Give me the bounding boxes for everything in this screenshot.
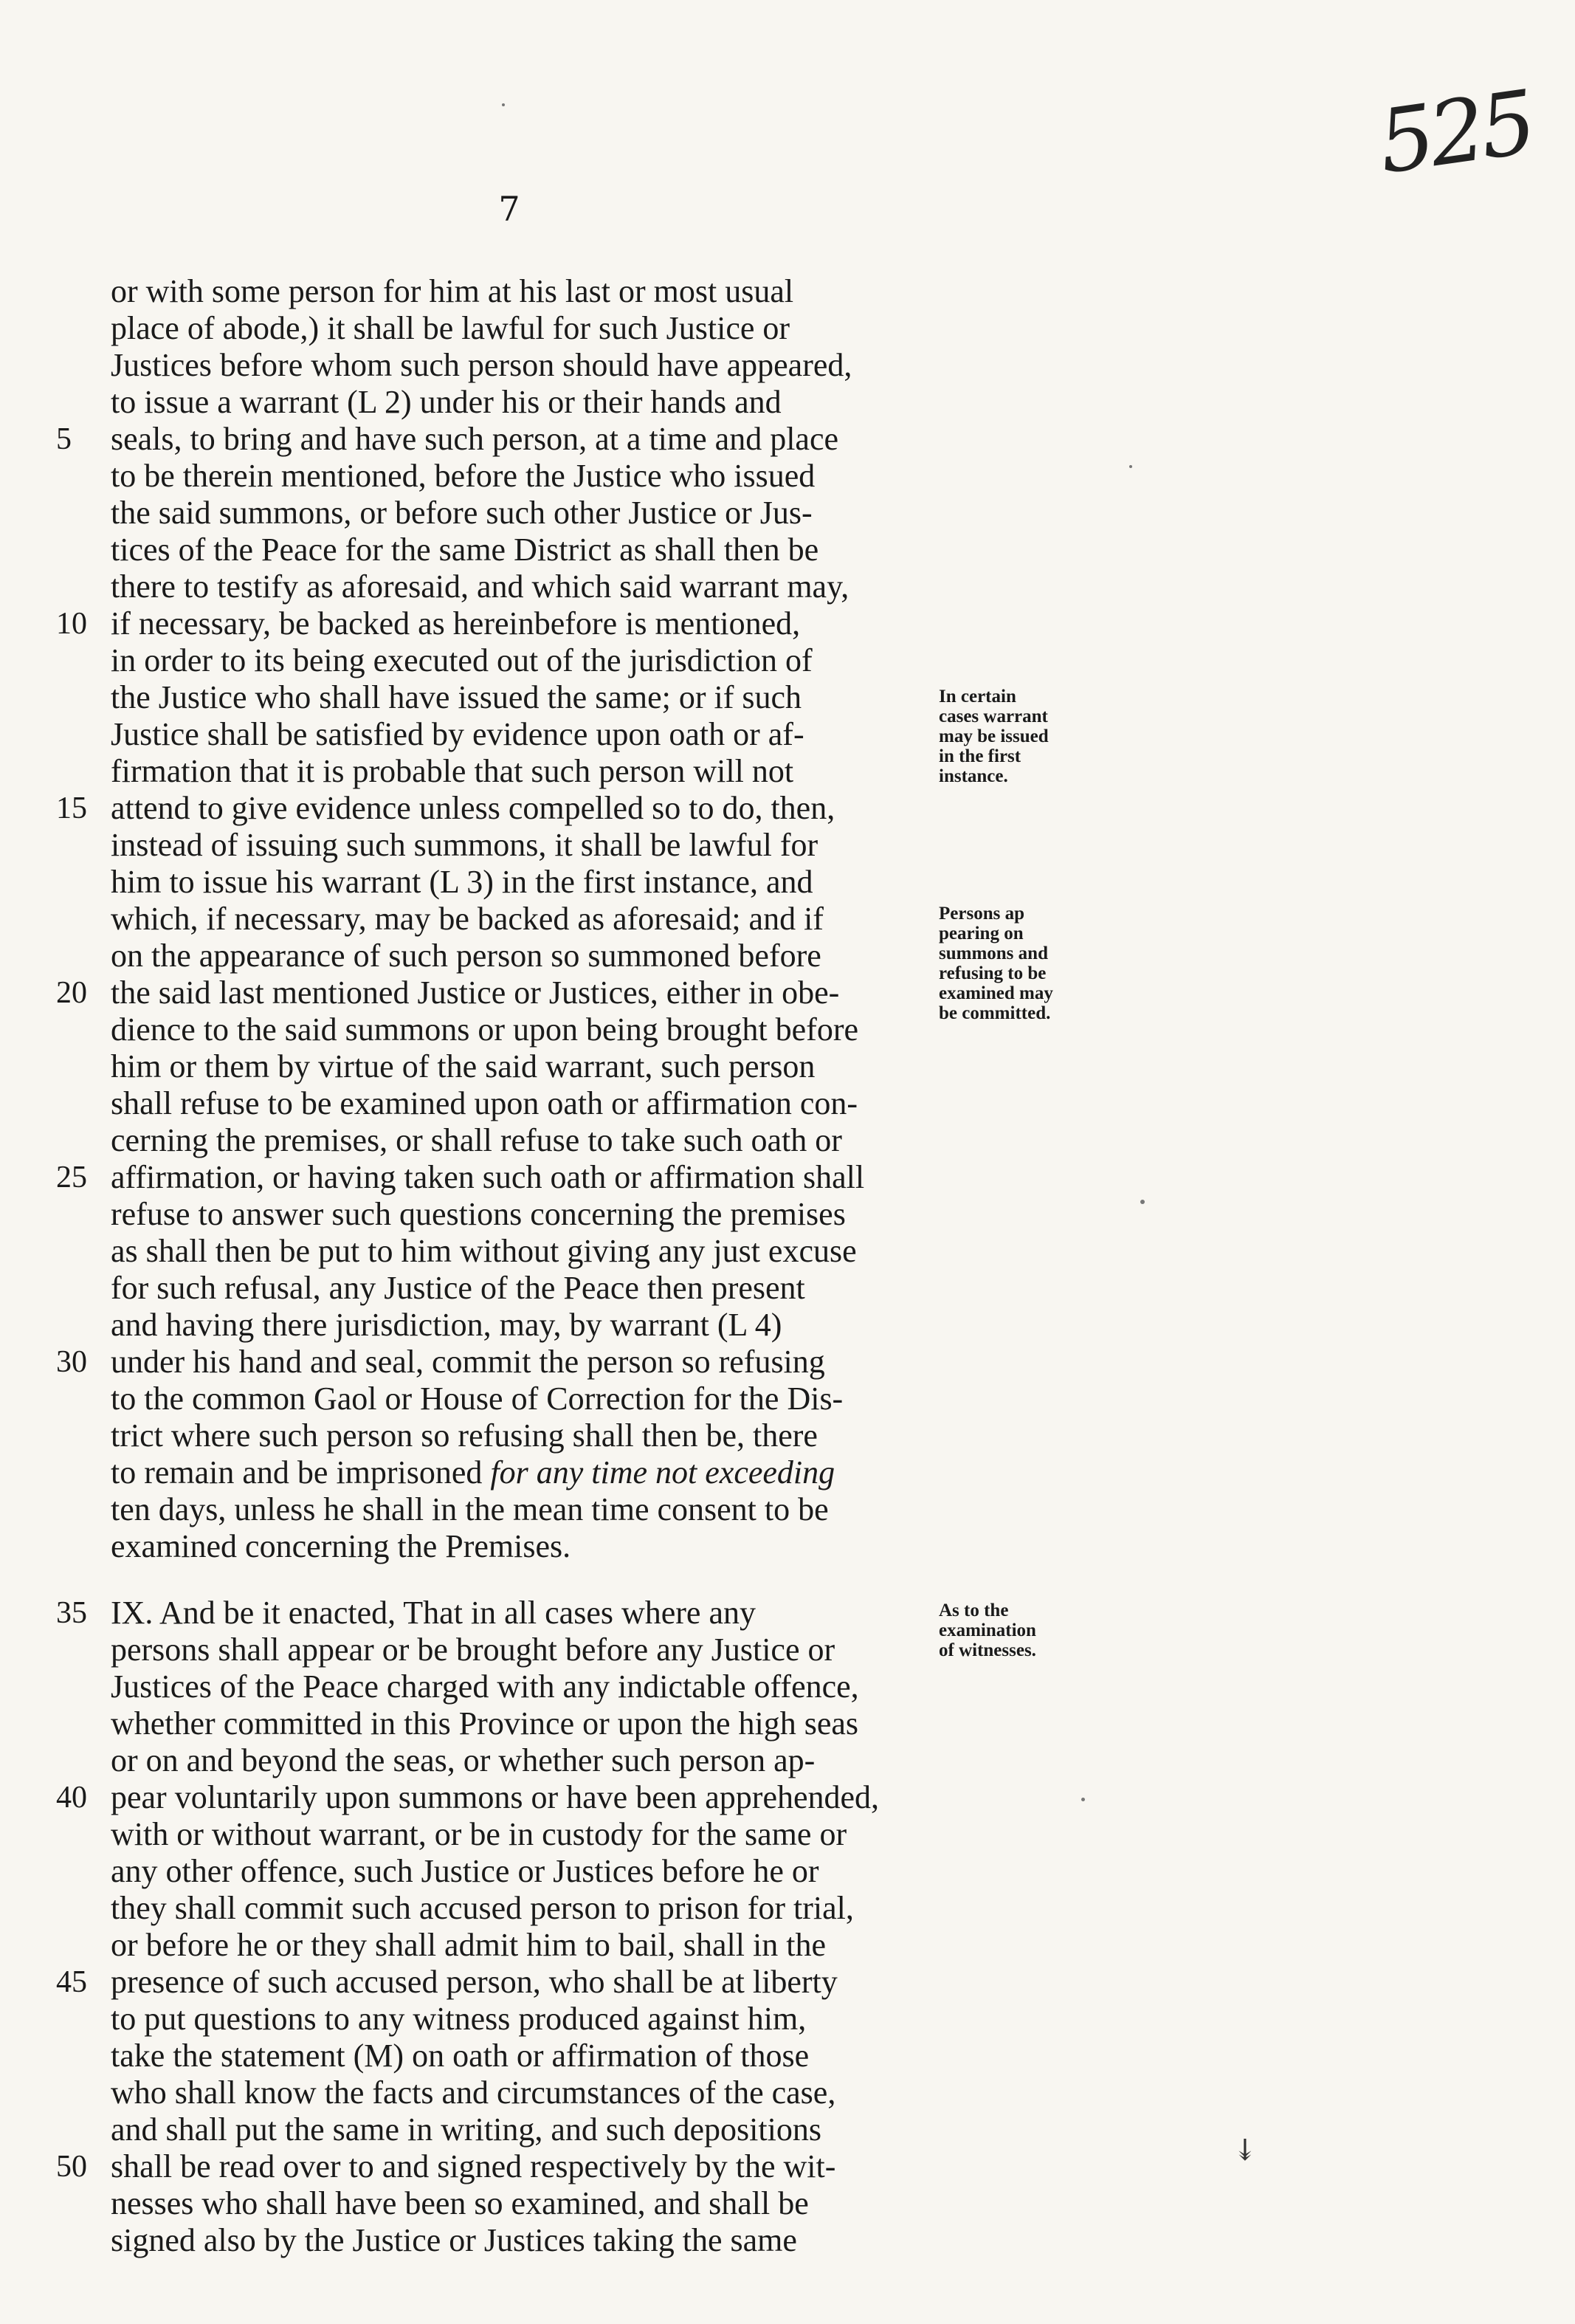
text-line: him or them by virtue of the said warrant, such person (111, 1048, 816, 1084)
text-line: shall refuse to be examined upon oath or affirmation con- (111, 1085, 858, 1121)
text-line (111, 1454, 930, 1491)
line-number: 35 (56, 1596, 87, 1630)
text-line: affirmation, or having taken such oath or affirmation shall (111, 1159, 865, 1195)
text-line: seals, to bring and have such person, at a time and place (111, 421, 839, 457)
ink-mark: ↡ (1233, 2134, 1258, 2167)
text-line: presence of such accused person, who shall be at liberty (111, 1964, 838, 2000)
text-line: nesses who shall have been so examined, and shall be (111, 2185, 809, 2221)
text-line: who shall know the facts and circumstances of the case, (111, 2074, 836, 2111)
text-line: under his hand and seal, commit the person so refusing (111, 1344, 825, 1380)
text-line: which, if necessary, may be backed as aforesaid; and if (111, 901, 824, 937)
margin-note-line: In certain (939, 687, 1016, 707)
text-line: attend to give evidence unless compelled so to do, then, (111, 790, 835, 826)
line-number: 40 (56, 1781, 87, 1815)
line-number: 10 (56, 607, 87, 641)
margin-note-line: examined may (939, 983, 1053, 1003)
text-line: or before he or they shall admit him to bail, shall in the (111, 1927, 826, 1963)
printed-page-number: 7 (498, 189, 520, 229)
line-number: 50 (56, 2150, 87, 2184)
section-heading-line: IX. And be it enacted, That in all cases where any (111, 1595, 756, 1631)
italic-phrase: for any time not exceeding (490, 1454, 835, 1491)
text-line-start: to remain and be imprisoned (111, 1454, 491, 1491)
margin-note-line: Persons ap (939, 904, 1024, 924)
text-line: the Justice who shall have issued the same; or if such (111, 679, 802, 715)
text-line: signed also by the Justice or Justices taking the same (111, 2222, 797, 2258)
text-line: examined concerning the Premises. (111, 1528, 571, 1564)
margin-note-line: be committed. (939, 1003, 1051, 1023)
text-line: him to issue his warrant (L 3) in the first instance, and (111, 864, 813, 900)
line-number: 15 (56, 791, 87, 825)
text-line: trict where such person so refusing shall then be, there (111, 1417, 818, 1454)
text-line: to the common Gaol or House of Correction for the Dis- (111, 1381, 844, 1417)
text-line: to be therein mentioned, before the Justice who issued (111, 458, 816, 494)
text-line: the said summons, or before such other Justice or Jus- (111, 495, 813, 531)
text-line: place of abode,) it shall be lawful for such Justice or (111, 310, 790, 346)
text-line: and shall put the same in writing, and such depositions (111, 2111, 821, 2148)
text-line: if necessary, be backed as hereinbefore is mentioned, (111, 605, 801, 642)
text-line: or with some person for him at his last or most usual (111, 273, 794, 309)
ink-speck (1081, 1798, 1085, 1801)
text-line: there to testify as aforesaid, and which said warrant may, (111, 568, 849, 605)
text-line: any other offence, such Justice or Justices before he or (111, 1853, 819, 1889)
margin-note-line: refusing to be (939, 963, 1047, 983)
text-line: in order to its being executed out of the jurisdiction of (111, 642, 813, 678)
text-line: to put questions to any witness produced against him, (111, 2001, 807, 2037)
margin-note-examination-witnesses (939, 1601, 1116, 1660)
line-number: 30 (56, 1345, 87, 1379)
text-line: shall be read over to and signed respectively by the wit- (111, 2148, 836, 2184)
text-line: instead of issuing such summons, it shall be lawful for (111, 827, 818, 863)
text-line: they shall commit such accused person to prison for trial, (111, 1890, 854, 1926)
margin-note-line: cases warrant (939, 707, 1048, 726)
text-line: ten days, unless he shall in the mean time consent to be (111, 1491, 829, 1527)
text-line: on the appearance of such person so summoned before (111, 938, 821, 974)
line-number: 20 (56, 976, 87, 1010)
text-line: tices of the Peace for the same District as shall then be (111, 532, 819, 568)
text-line: Justice shall be satisfied by evidence upon oath or af- (111, 716, 804, 752)
line-number: 25 (56, 1161, 87, 1194)
text-line: as shall then be put to him without giving any just excuse (111, 1233, 857, 1269)
text-line: with or without warrant, or be in custody for the same or (111, 1816, 847, 1852)
text-line: persons shall appear or be brought before any Justice or (111, 1632, 835, 1668)
line-number: 5 (56, 422, 72, 456)
text-line: cerning the premises, or shall refuse to take such oath or (111, 1122, 842, 1158)
margin-note-line: examination (939, 1620, 1036, 1640)
ink-speck (502, 103, 505, 106)
text-line: pear voluntarily upon summons or have been apprehended, (111, 1779, 880, 1815)
margin-note-line: of witnesses. (939, 1640, 1036, 1660)
handwritten-page-number: 525 (1372, 71, 1538, 193)
margin-note-warrant-first-instance (939, 687, 1116, 786)
margin-note-line: As to the (939, 1601, 1009, 1620)
text-line: whether committed in this Province or upon the high seas (111, 1705, 859, 1742)
text-line: and having there jurisdiction, may, by warrant (L 4) (111, 1307, 782, 1343)
text-line: for such refusal, any Justice of the Peace then present (111, 1270, 805, 1306)
text-line: take the statement (M) on oath or affirmation of those (111, 2038, 810, 2074)
ink-speck (1129, 465, 1132, 468)
ink-speck (1140, 1200, 1145, 1204)
text-line: Justices before whom such person should have appeared, (111, 347, 852, 383)
line-number: 45 (56, 1965, 87, 1999)
margin-note-persons-refusing (939, 904, 1116, 1023)
text-line: Justices of the Peace charged with any indictable offence, (111, 1668, 859, 1705)
margin-note-line: pearing on (939, 924, 1024, 943)
text-line: dience to the said summons or upon being brought before (111, 1011, 859, 1048)
text-line: to issue a warrant (L 2) under his or their hands and (111, 384, 782, 420)
text-line: firmation that it is probable that such person will not (111, 753, 794, 789)
text-line: the said last mentioned Justice or Justices, either in obe- (111, 974, 840, 1011)
margin-note-line: summons and (939, 943, 1048, 963)
margin-note-line: in the first (939, 746, 1021, 766)
text-line: or on and beyond the seas, or whether such person ap- (111, 1742, 816, 1778)
text-line: refuse to answer such questions concerning the premises (111, 1196, 846, 1232)
margin-note-line: instance. (939, 766, 1008, 786)
margin-note-line: may be issued (939, 726, 1049, 746)
